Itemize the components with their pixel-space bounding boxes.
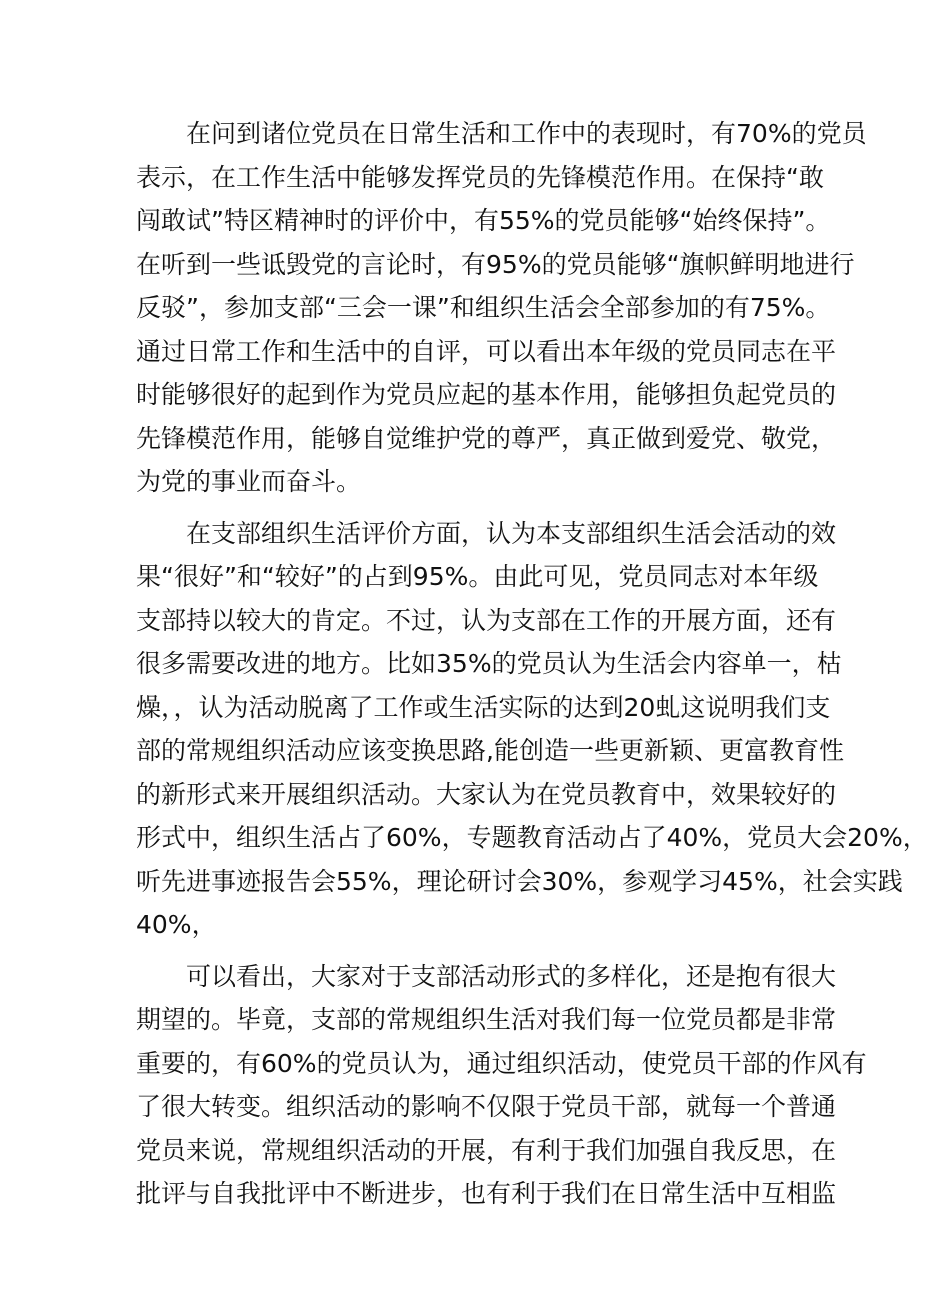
paragraph-1: [136, 112, 867, 504]
text-line: 的新形式来开展组织活动。大家认为在党员教育中，效果较好的: [136, 779, 837, 809]
text-line: 燥，，认为活动脱离了工作或生活实际的达到20虬这说明我们支: [136, 692, 831, 722]
text-line: 反驳”，参加支部“三会一课”和组织生活会全部参加的有75%。: [136, 293, 831, 322]
text-line: 可以看出，大家对于支部活动形式的多样化，还是抱有很大: [186, 961, 837, 991]
text-line: 通过日常工作和生活中的自评，可以看出本年级的党员同志在平: [136, 336, 837, 366]
text-line: 在问到诸位党员在日常生活和工作中的表现时，有70%的党员: [186, 119, 867, 148]
text-line: 批评与自我批评中不断进步，也有利于我们在日常生活中互相监: [136, 1179, 837, 1208]
text-line: 了很大转变。组织活动的影响不仅限于党员干部，就每一个普通: [136, 1092, 837, 1121]
text-line: 支部持以较大的肯定。不过，认为支部在工作的开展方面，还有: [136, 605, 837, 635]
text-line: 形式中，组织生活占了60%，专题教育活动占了40%，党员大会20%，: [136, 823, 928, 852]
text-line: 时能够很好的起到作为党员应起的基本作用，能够担负起党员的: [136, 380, 837, 409]
paragraph-2: [136, 512, 928, 947]
text-line: 在听到一些诋毁党的言论时，有95%的党员能够“旗帜鲜明地进行: [136, 249, 855, 279]
text-line: 期望的。毕竟，支部的常规组织生活对我们每一位党员都是非常: [136, 1005, 837, 1034]
text-line: 40%，: [136, 910, 217, 939]
text-line: 党员来说，常规组织活动的开展，有利于我们加强自我反思，在: [136, 1135, 837, 1165]
text-line: 听先进事迹报告会55%，理论研讨会30%，参观学习45%，社会实践: [136, 866, 903, 896]
text-line: 果“很好”和“较好”的占到95%。由此可见，党员同志对本年级: [136, 562, 819, 591]
document-body: [136, 112, 928, 1224]
text-line: 很多需要改进的地方。比如35%的党员认为生活会内容单一，枯: [136, 649, 842, 678]
paragraph-3: [136, 955, 867, 1216]
text-line: 闯敢试”特区精神时的评价中，有55%的党员能够“始终保持”。: [136, 206, 831, 235]
text-line: 先锋模范作用，能够自觉维护党的尊严，真正做到爱党、敬党，: [136, 423, 837, 453]
text-line: 为党的事业而奋斗。: [136, 467, 362, 496]
text-line: 在支部组织生活评价方面，认为本支部组织生活会活动的效: [186, 518, 837, 548]
text-line: 重要的，有60%的党员认为，通过组织活动，使党员干部的作风有: [136, 1048, 867, 1078]
text-line: 部的常规组织活动应该变换思路,能创造一些更新颖、更富教育性: [136, 736, 844, 765]
text-line: 表示，在工作生活中能够发挥党员的先锋模范作用。在保持“敢: [136, 162, 824, 192]
